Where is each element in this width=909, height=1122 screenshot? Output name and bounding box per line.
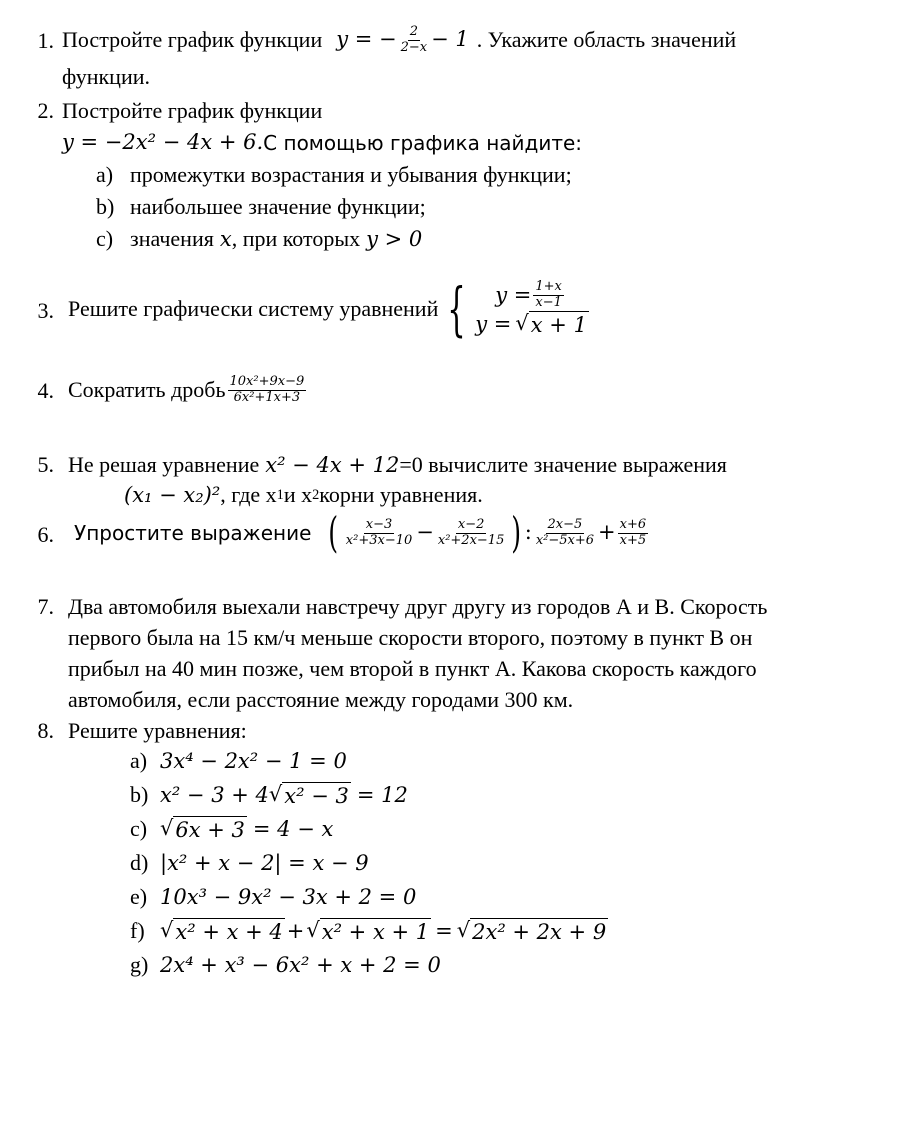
item-8-text: Решите уравнения: [68, 718, 247, 743]
q8g-equation: 2x⁴ + x³ − 6x² + x + 2 = 0 [160, 952, 441, 977]
item-number-7: 7. [37, 594, 54, 619]
item-5-cont-3: корни уравнения. [319, 482, 483, 507]
q3-equation-1 [475, 280, 589, 311]
q3-sqrt [515, 311, 589, 338]
item-number-6: 6. [37, 522, 54, 547]
q2-formula: y = −2x² − 4x + 6. [62, 130, 264, 154]
q6-fraction-b [436, 518, 506, 549]
q6-d-denominator: x+5 [619, 532, 647, 548]
item-4-line [68, 366, 308, 414]
q8f-sqrt-3 [457, 918, 608, 945]
item-1-text: Постройте график функции [62, 26, 323, 52]
q6-a-numerator: x−3 [365, 516, 393, 532]
item-5-text: Не решая уравнение [68, 452, 260, 477]
item-5-continuation [124, 482, 483, 508]
item-7-line-2: первого была на 15 км/ч меньше скорости второго, поэтому в пункт В он [68, 625, 753, 650]
q1-fraction [399, 25, 430, 56]
item-2c-label: c) [96, 226, 114, 251]
item-2a-label: a) [96, 162, 114, 187]
q6-close-paren: ) [511, 508, 522, 557]
item-5-cont-2: и x [283, 482, 313, 507]
q8d-equation: |x² + x − 2| = x − 9 [160, 850, 369, 875]
item-2a-text: промежутки возрастания и убывания функции; [130, 162, 572, 187]
q6-b-numerator: x−2 [457, 516, 485, 532]
q3-fraction-denominator: x−1 [535, 294, 562, 310]
q1-fraction-numerator: 2 [409, 23, 419, 39]
q5-subscript-2: 2 [312, 486, 320, 503]
item-8e [130, 884, 416, 910]
q6-a-denominator: x²+3x−10 [345, 532, 413, 548]
sqrt-symbol: √ [160, 816, 174, 840]
q2c-inequality: y > 0 [366, 226, 423, 251]
q8f-sqrt-2 [306, 918, 431, 945]
item-8e-label: e) [130, 884, 148, 909]
q8f-plus: + [286, 919, 305, 943]
item-6-line: Упростите выражение ( $\frac{x-3}{\text{x²+3x−10}}$ − $\frac{x-2}{\text{x²+2x−15}}$ ) : $\frac{2x-5}{\text{x²−5x+6}}$ + $\frac{x+6}{x+5}$ [74, 508, 647, 557]
q8a-equation: 3x⁴ − 2x² − 1 = 0 [160, 748, 347, 773]
q6-open-paren: ( [328, 508, 339, 557]
item-3-line [68, 268, 589, 350]
sqrt-symbol: √ [306, 918, 320, 942]
q6-d-numerator: x+6 [619, 516, 647, 532]
item-7-line-3: прибыл на 40 мин позже, чем второй в пункт А. Какова скорость каждого [68, 656, 757, 681]
item-5-line [68, 452, 727, 478]
item-2c-text: значения [130, 226, 214, 251]
q4-fraction-numerator: 10x²+9x−9 [229, 373, 305, 389]
q2c-variable: x [219, 226, 232, 251]
item-2b-label: b) [96, 194, 115, 219]
item-2c-text2: , при которых [231, 226, 361, 251]
q8b-post: = 12 [356, 783, 408, 807]
item-5-text-mid: =0 вычислите значение выражения [399, 452, 727, 477]
item-number-4: 4. [37, 378, 54, 403]
item-2b [96, 194, 426, 220]
q4-fraction-denominator: 6x²+1x+3 [233, 389, 301, 405]
q1-formula-pre: y = − [336, 27, 397, 52]
q8f-radicand-3: 2x² + 2x + 9 [472, 920, 607, 944]
q6-fraction-d [618, 518, 649, 549]
item-8f-label: f) [130, 918, 145, 944]
item-8g [130, 952, 441, 978]
item-2b-text: наибольшее значение функции; [130, 194, 426, 219]
item-number-5: 5. [37, 452, 54, 477]
item-4-text: Сократить дробь [68, 376, 226, 402]
item-1-tail: . Укажите область значений [476, 26, 737, 52]
item-1-continuation: функции. [62, 64, 150, 89]
q3-eq2-lhs: y = [475, 311, 512, 336]
q6-b-denominator: x²+2x−15 [437, 532, 505, 548]
item-8a-label: a) [130, 748, 148, 773]
item-number-1: 1. [37, 28, 54, 53]
q8f-radicand-2: x² + x + 1 [321, 920, 430, 944]
item-8a [130, 748, 347, 774]
q8f-radicand-1: x² + x + 4 [175, 920, 283, 944]
q8e-equation: 10x³ − 9x² − 3x + 2 = 0 [160, 884, 417, 909]
q8c-post: = 4 − x [252, 817, 334, 841]
item-2-formula-line [62, 130, 582, 155]
q5-expression: (x₁ − x₂)² [124, 482, 221, 507]
q5-equation: x² − 4x + 12 [265, 452, 400, 477]
q8b-pre: x² − 3 + 4 [160, 783, 269, 807]
q8f-sqrt-1 [160, 918, 285, 945]
q8b-sqrt [269, 782, 351, 809]
item-2-tail: С помощью графика найдите: [263, 130, 583, 155]
q3-eq1-lhs: y = [495, 282, 532, 307]
item-8d [130, 850, 369, 876]
item-number-2: 2. [37, 98, 54, 123]
q3-fraction-numerator: 1+x [535, 278, 562, 294]
item-8c-label: c) [130, 816, 148, 842]
q8c-radicand: 6x + 3 [175, 818, 245, 842]
item-6-text: Упростите выражение [74, 521, 312, 545]
item-3-text: Решите графически систему уравнений [68, 295, 439, 321]
item-8d-label: d) [130, 850, 149, 875]
item-8b [130, 782, 408, 809]
q3-equation-2 [475, 311, 589, 338]
sqrt-symbol: √ [456, 918, 471, 942]
item-number-8: 8. [37, 718, 54, 743]
item-number-3: 3. [37, 298, 54, 323]
item-7-line-1: Два автомобиля выехали навстречу друг другу из городов А и В. Скорость [68, 594, 768, 619]
item-8g-label: g) [130, 952, 149, 977]
q8c-sqrt [160, 816, 247, 843]
q3-system [475, 280, 589, 338]
item-8b-label: b) [130, 782, 149, 808]
q1-fraction-denominator: 2−x [400, 39, 428, 55]
sqrt-symbol: √ [515, 310, 529, 335]
item-5-cont-1: , где x [220, 482, 277, 507]
q4-fraction [228, 375, 307, 406]
item-1-line [62, 20, 736, 60]
q3-radicand: x + 1 [530, 312, 587, 337]
q3-fraction [533, 280, 564, 311]
q6-c-numerator: 2x−5 [547, 516, 583, 532]
q8b-radicand: x² − 3 [284, 784, 349, 808]
q6-fraction-c [534, 518, 596, 549]
item-8f [130, 918, 608, 945]
item-2a [96, 162, 572, 188]
q8f-equals: = [435, 919, 453, 943]
sqrt-symbol: √ [160, 918, 174, 942]
sqrt-symbol: √ [268, 782, 283, 806]
system-brace: { [447, 275, 467, 343]
item-8c [130, 816, 333, 843]
q6-c-denominator: x²−5x+6 [535, 532, 595, 548]
q5-subscript-1: 1 [276, 486, 284, 503]
item-2-text: Постройте график функции [62, 98, 323, 123]
item-2c [96, 226, 422, 252]
item-7-line-4: автомобиля, если расстояние между городами 300 км. [68, 687, 574, 712]
q6-fraction-a [344, 518, 414, 549]
q1-formula-post: − 1 [431, 27, 469, 52]
